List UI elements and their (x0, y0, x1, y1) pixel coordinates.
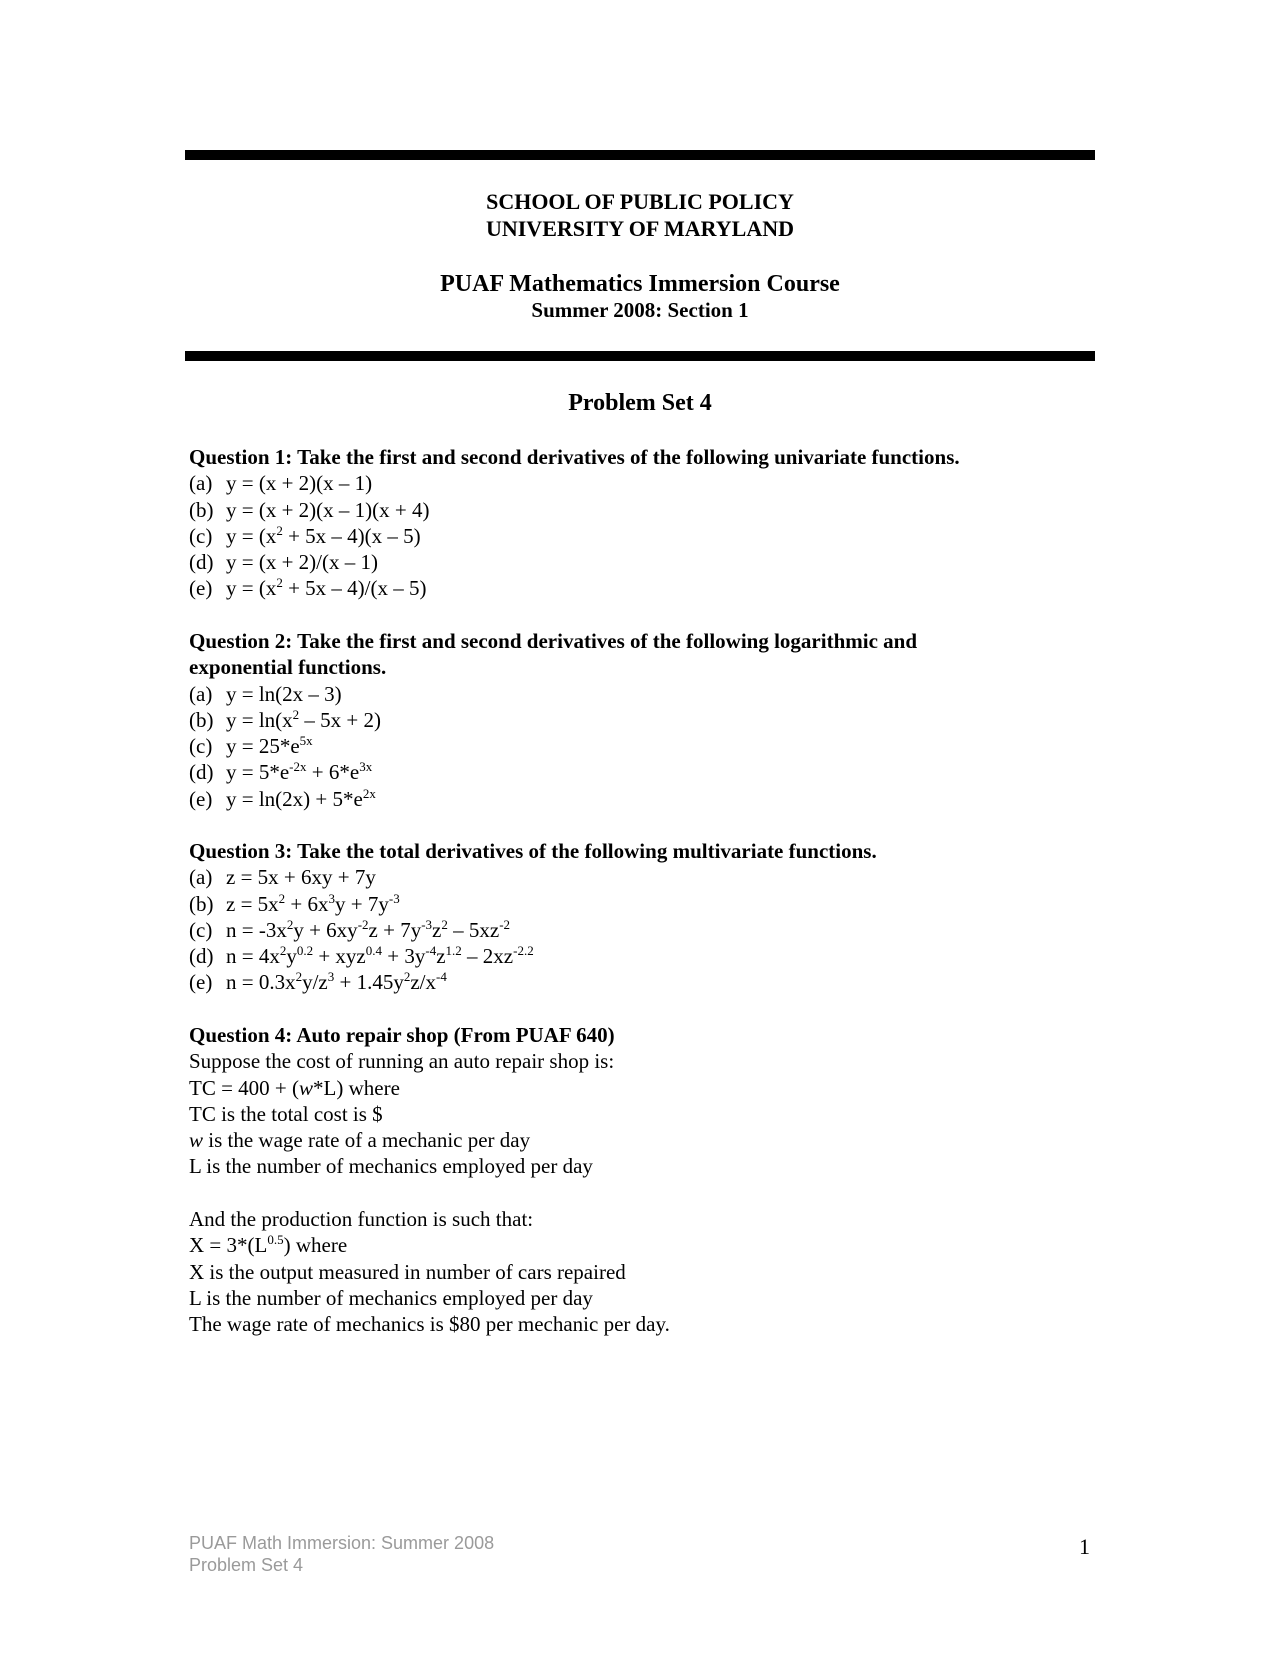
question-1 (189, 444, 1089, 602)
q1-item-a: (a) y = (x + 2)(x – 1) (189, 471, 373, 496)
q1-item-d: (d) y = (x + 2)/(x – 1) (189, 550, 378, 575)
q4-line-x-def: X is the output measured in number of cars repaired (189, 1259, 626, 1284)
page-footer (189, 1532, 494, 1576)
q2-item-e: (e) $y = \ln(2x) + 5*e^{2x}$ (189, 785, 376, 811)
q3-item-d: (d) $n = 4x^2y^{0.2} + xyz^{0.4} + 3y^{-4}z^{1.2} - 2xz^{-2.2}$ (189, 943, 534, 969)
question-3-heading: Question 3: Take the total derivatives of the following multivariate functions. (189, 839, 877, 863)
q2-item-d: (d) $y = 5*e^{-2x} + 6*e^{3x}$ (189, 759, 373, 785)
q1-item-e: (e) $y = (x^2 + 5x - 4)/(x - 5)$ (189, 575, 427, 601)
q4-line-l-def: L is the number of mechanics employed per day (189, 1154, 593, 1179)
question-1-heading: Question 1: Take the first and second derivatives of the following univariate functions. (189, 445, 960, 469)
q4-line-production-intro: And the production function is such that: (189, 1207, 534, 1232)
q4-line-wage-rate: The wage rate of mechanics is $80 per mechanic per day. (189, 1312, 670, 1337)
school-name: SCHOOL OF PUBLIC POLICY (486, 189, 794, 214)
q4-line-tc-def: TC is the total cost is $ (189, 1101, 383, 1126)
q1-item-b: (b) y = (x + 2)(x – 1)(x + 4) (189, 497, 430, 522)
q3-item-a: (a) z = 5x + 6xy + 7y (189, 865, 376, 890)
q4-line-cost-equation: TC = 400 + (w*L) where (189, 1075, 400, 1100)
q1-item-c: (c) $y = (x^2 + 5x - 4)(x - 5)$ (189, 522, 421, 548)
course-term: Summer 2008: Section 1 (531, 298, 749, 322)
q4-line-wage-def: w is the wage rate of a mechanic per day (189, 1128, 531, 1153)
question-2 (189, 628, 1089, 812)
q2-item-b: (b) $y = \ln(x^2 - 5x + 2)$ (189, 706, 382, 732)
question-3 (189, 838, 1089, 996)
q3-item-e: (e) $n = 0.3x^2y/z^3 + 1.45y^2z/x^{-4}$ (189, 969, 447, 995)
question-2-heading: Question 2: Take the first and second derivatives of the following logarithmic and exponential functions. (189, 629, 918, 680)
top-rule (185, 150, 1095, 160)
page-number: 1 (1079, 1534, 1090, 1559)
q2-item-c: (c) $y = 25*e^{5x}$ (189, 733, 313, 759)
middle-rule (185, 351, 1095, 361)
q3-item-b: (b) $z = 5x^2 + 6x^3y + 7y^{-3}$ (189, 890, 400, 916)
q4-line-production-equation: $X = 3*(L^{0.5})$ where (189, 1232, 348, 1258)
question-4 (189, 1022, 1089, 1338)
question-4-heading: Question 4: Auto repair shop (From PUAF 640) (189, 1023, 615, 1047)
q4-line-intro: Suppose the cost of running an auto repair shop is: (189, 1049, 615, 1074)
q4-line-l-def-2: L is the number of mechanics employed per day (189, 1285, 593, 1310)
q3-item-c: (c) $n = -3x^2y + 6xy^{-2}z + 7y^{-3}z^2 - 5xz^{-2}$ (189, 916, 511, 942)
problem-set-title: Problem Set 4 (568, 390, 712, 416)
university-name: UNIVERSITY OF MARYLAND (485, 216, 795, 241)
footer-line-2: Problem Set 4 (189, 1555, 304, 1575)
footer-line-1: PUAF Math Immersion: Summer 2008 (189, 1533, 495, 1553)
course-title: PUAF Mathematics Immersion Course (440, 271, 840, 297)
q2-item-a: (a) y = ln(2x – 3) (189, 681, 342, 706)
